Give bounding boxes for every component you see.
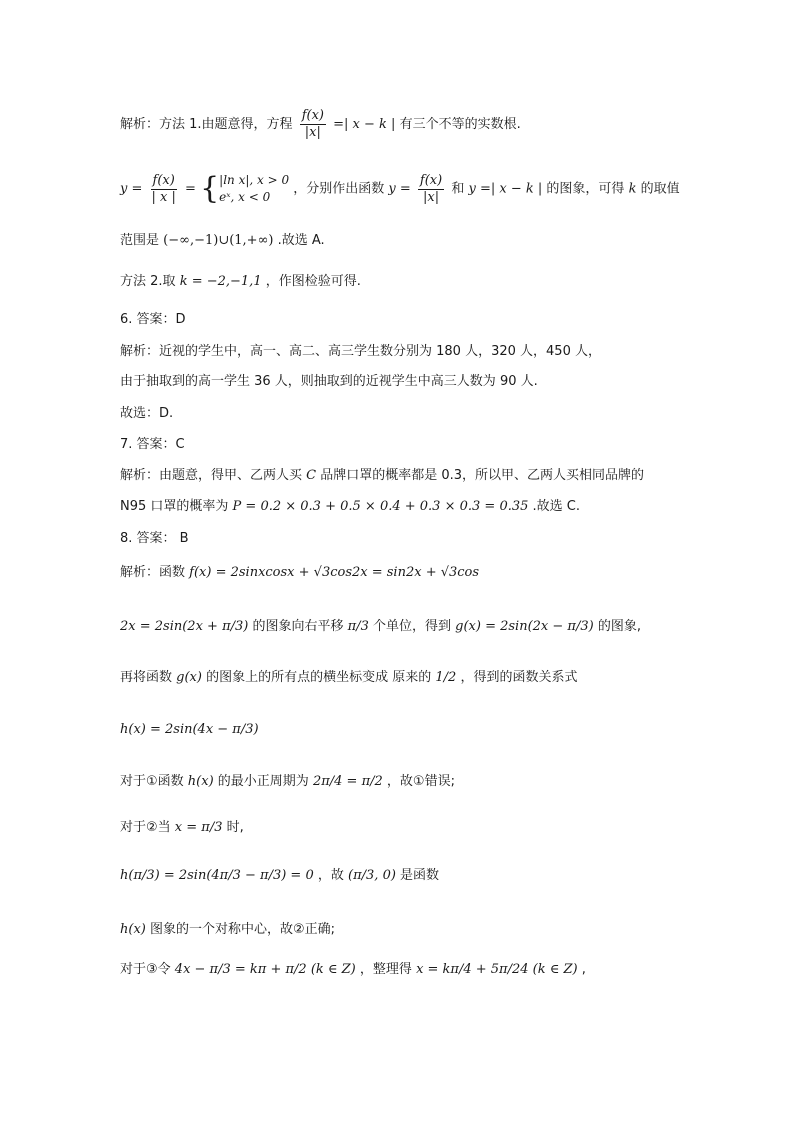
text: ，分别作出函数 (293, 181, 385, 197)
text: ，故 (317, 868, 344, 883)
left-brace: { (200, 171, 220, 206)
math-expr: h(x) (120, 922, 146, 937)
analysis-6-line2: 由于抽取到的高一学生 36 人，则抽取到的近视学生中高三人数为 90 人. (120, 374, 538, 389)
math-expr: =| x − k | (333, 117, 396, 132)
case-2: eˣ, x < 0 (219, 190, 271, 204)
analysis-8-line4 (120, 720, 259, 740)
analysis-6-line3: 故选：D. (120, 406, 174, 421)
text: 范围是 (120, 233, 160, 248)
text: ，作图检验可得. (265, 274, 361, 289)
text: .故选 A. (277, 233, 325, 248)
text: 的图象，可得 (546, 181, 625, 197)
math-expr: 2x = 2sin(2x + π/3) (120, 619, 249, 634)
answer-8: 8. 答案： B (120, 531, 189, 546)
text: ，故①错误; (386, 774, 455, 789)
analysis-8-line8 (120, 920, 335, 940)
cases (219, 172, 289, 206)
text: 是函数 (400, 868, 440, 883)
text: 个单位，得到 (372, 619, 451, 634)
text: 的取值 (640, 181, 680, 197)
line-range (120, 231, 325, 251)
fraction-denominator: |x| (423, 189, 440, 205)
math-expr: f(x) = 2sinxcosx + √3cos2x = sin2x + √3cos (189, 565, 480, 580)
analysis-7-line1 (120, 466, 644, 486)
analysis-7-line2 (120, 497, 580, 517)
analysis-8-line2 (120, 617, 641, 637)
math-expr: h(x) = 2sin(4x − π/3) (120, 722, 259, 737)
text: 的图象上的所有点的横坐标变成 原来的 (206, 670, 432, 685)
fraction-numerator: f(x) (301, 108, 324, 123)
text: 图象的一个对称中心，故②正确; (150, 922, 336, 937)
math-expr: 1/2 (435, 670, 457, 685)
text: 再将函数 (120, 670, 173, 685)
text: 有三个不等的实数根. (399, 117, 521, 132)
math-expr: h(π/3) = 2sin(4π/3 − π/3) = 0 (120, 868, 314, 883)
analysis-8-line7 (120, 866, 439, 886)
fraction-denominator: | x | (151, 189, 176, 205)
text: 解析：由题意，得甲、乙两人买 (120, 468, 303, 483)
text: 的图象向右平移 (252, 619, 344, 634)
line-method2 (120, 272, 361, 292)
text: 品牌口罩的概率都是 0.3，所以甲、乙两人买相同品牌的 (320, 468, 645, 483)
analysis-6-line1: 解析：近视的学生中，高一、高二、高三学生数分别为 180 人，320 人，450 人， (120, 344, 601, 359)
text: ，得到的函数关系式 (460, 670, 578, 685)
math-expr: P = 0.2 × 0.3 + 0.5 × 0.4 + 0.3 × 0.3 = 0.35 (232, 499, 529, 514)
math-expr: (−∞,−1)∪(1,+∞) (163, 233, 274, 248)
case-1: |ln x|, x > 0 (219, 173, 290, 187)
analysis-8-line9 (120, 960, 586, 980)
text: 的图象, (597, 619, 641, 634)
analysis-8-line3 (120, 668, 577, 688)
text: .故选 C. (532, 499, 581, 514)
answer-6: 6. 答案：D (120, 312, 186, 327)
fraction-numerator: f(x) (152, 172, 175, 188)
analysis-8-line6 (120, 818, 244, 838)
math-expr: h(x) (187, 774, 214, 789)
text: 解析：函数 (120, 565, 186, 580)
answer-7: 7. 答案：C (120, 437, 185, 452)
piecewise (200, 172, 289, 206)
math-expr: = (185, 181, 196, 197)
text: 对于③令 (120, 962, 171, 977)
text: N95 口罩的概率为 (120, 499, 229, 514)
text: 对于②当 (120, 820, 171, 835)
fraction-denominator: |x| (304, 125, 321, 140)
math-expr: y =| x − k | (468, 181, 543, 197)
fraction (150, 173, 178, 206)
text: 对于①函数 (120, 774, 184, 789)
math-expr: x = kπ/4 + 5π/24 (k ∈ Z) (416, 962, 578, 977)
text: 和 (451, 181, 465, 197)
text: , (581, 962, 586, 977)
text: ，整理得 (359, 962, 412, 977)
math-expr: 4x − π/3 = kπ + π/2 (k ∈ Z) (174, 962, 356, 977)
math-expr: y = (388, 181, 411, 197)
math-expr: y = (120, 181, 143, 197)
text: 解析：方法 1.由题意得，方程 (120, 117, 293, 132)
math-expr: C (306, 468, 317, 483)
math-expr: (π/3, 0) (348, 868, 396, 883)
math-expr: π/3 (347, 619, 369, 634)
math-expr: g(x) = 2sin(2x − π/3) (455, 619, 594, 634)
fraction (300, 108, 326, 141)
text: 方法 2.取 (120, 274, 176, 289)
text: 时, (226, 820, 244, 835)
math-expr: k = −2,−1,1 (179, 274, 262, 289)
math-expr: x = π/3 (174, 820, 223, 835)
math-expr: 2π/4 = π/2 (312, 774, 383, 789)
fraction-numerator: f(x) (419, 172, 443, 188)
line-piecewise (120, 172, 680, 206)
math-expr: g(x) (176, 670, 202, 685)
text: 的最小正周期为 (217, 774, 309, 789)
line-method1 (120, 108, 521, 141)
analysis-8-line5 (120, 772, 455, 792)
math-expr: k (628, 181, 637, 197)
fraction (418, 173, 444, 206)
analysis-8-line1 (120, 563, 479, 583)
